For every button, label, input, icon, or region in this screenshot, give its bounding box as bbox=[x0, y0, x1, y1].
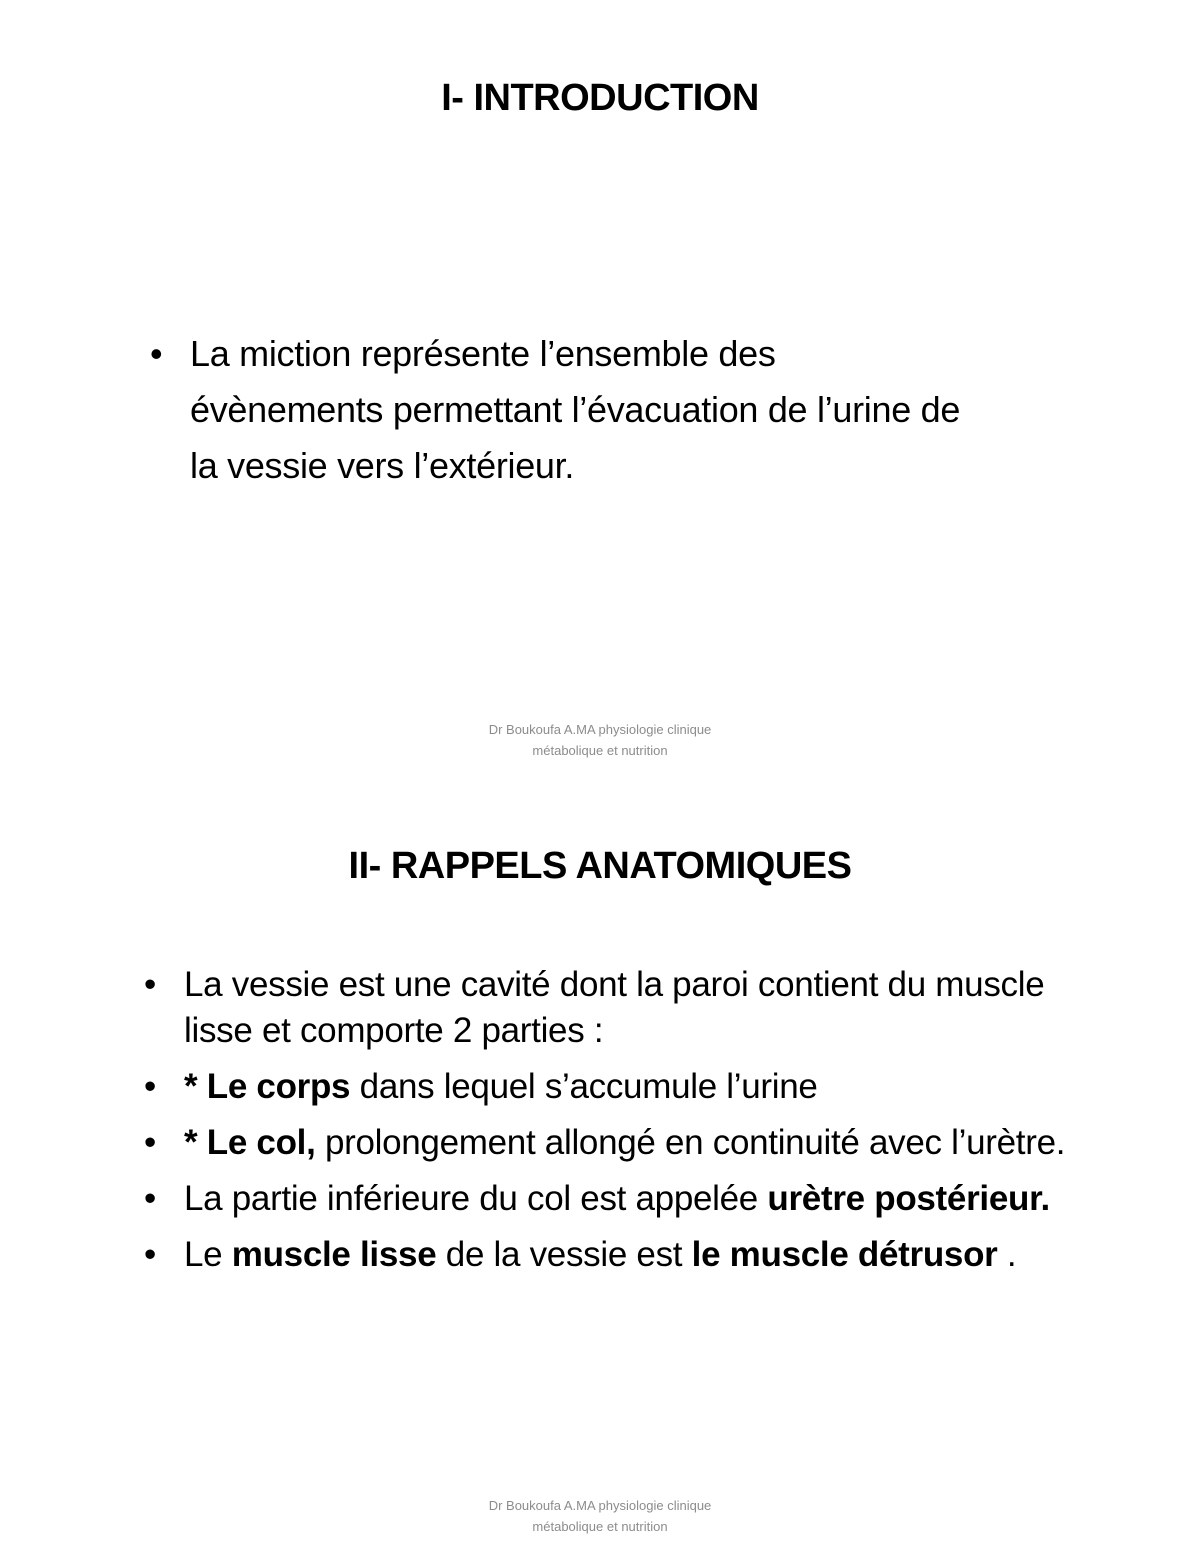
bullet-text: prolongement allongé en continuité avec l’urètre. bbox=[315, 1123, 1066, 1162]
bullet-bold-text: * Le col, bbox=[184, 1123, 316, 1162]
bullet-text: de la vessie est bbox=[436, 1235, 692, 1274]
bullet-text: La vessie est une cavité dont la paroi contient du muscle lisse et comporte 2 parties : bbox=[184, 965, 1045, 1050]
bullet-marker: • bbox=[150, 333, 163, 374]
bullet-marker: • bbox=[144, 1235, 156, 1274]
bullet-marker: • bbox=[144, 1179, 156, 1218]
slide-rappels-anatomiques bbox=[0, 776, 1200, 1553]
bullet-item bbox=[142, 1176, 1082, 1222]
slide-footer bbox=[0, 1495, 1200, 1537]
bullet-item bbox=[142, 962, 1082, 1054]
bullet-list bbox=[148, 326, 968, 494]
slide-footer bbox=[0, 719, 1200, 761]
bullet-marker: • bbox=[144, 1067, 156, 1106]
bullet-bold-text: le muscle détrusor bbox=[691, 1235, 998, 1274]
slide-title: II- RAPPELS ANATOMIQUES bbox=[348, 845, 852, 887]
bullet-bold-text: muscle lisse bbox=[231, 1235, 437, 1274]
bullet-text: Le bbox=[184, 1235, 232, 1274]
footer-line: Dr Boukoufa A.MA physiologie clinique bbox=[488, 1498, 712, 1513]
bullet-item bbox=[142, 1120, 1082, 1166]
slide-title: I- INTRODUCTION bbox=[441, 77, 759, 119]
footer-line: Dr Boukoufa A.MA physiologie clinique bbox=[488, 722, 712, 737]
bullet-item bbox=[148, 326, 968, 494]
bullet-list bbox=[142, 962, 1082, 1288]
slide-introduction bbox=[0, 0, 1200, 776]
footer-line: métabolique et nutrition bbox=[532, 1519, 668, 1534]
bullet-text: . bbox=[997, 1235, 1017, 1274]
bullet-text: La partie inférieure du col est appelée bbox=[184, 1179, 768, 1218]
bullet-text: La miction représente l’ensemble des évènements permettant l’évacuation de l’urine de la vessie vers l’extérieur. bbox=[190, 333, 961, 486]
footer-line: métabolique et nutrition bbox=[532, 743, 668, 758]
bullet-bold-text: * Le corps bbox=[184, 1067, 351, 1106]
bullet-item bbox=[142, 1064, 1082, 1110]
bullet-marker: • bbox=[144, 1123, 156, 1162]
bullet-item bbox=[142, 1232, 1082, 1278]
bullet-marker: • bbox=[144, 965, 156, 1004]
bullet-bold-text: urètre postérieur. bbox=[767, 1179, 1050, 1218]
bullet-text: dans lequel s’accumule l’urine bbox=[350, 1067, 818, 1106]
